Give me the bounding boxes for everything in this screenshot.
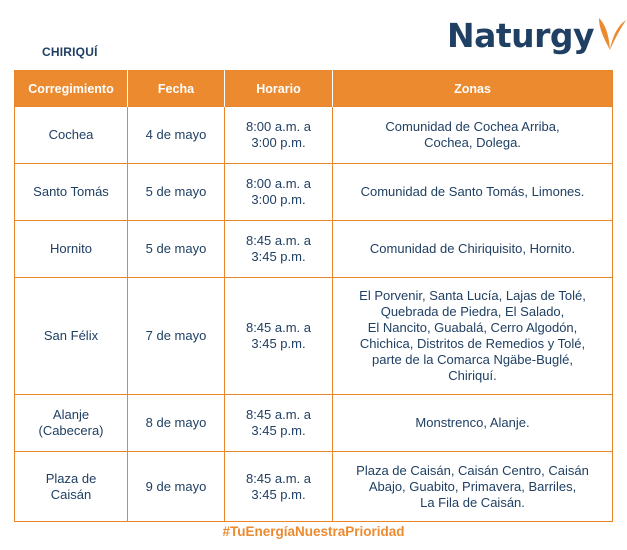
- logo-wordmark: Naturgy: [447, 16, 595, 55]
- cell-zonas-line: Plaza de Caisán, Caisán Centro, Caisán: [356, 462, 589, 478]
- table-row: [15, 278, 613, 395]
- butterfly-icon: [595, 16, 627, 57]
- table-row: [15, 395, 613, 452]
- cell-horario: [225, 221, 333, 278]
- table-row: [15, 221, 613, 278]
- cell-corregimiento-line: Hornito: [50, 241, 92, 256]
- cell-corregimiento-line: (Cabecera): [38, 423, 104, 438]
- cell-zonas: [333, 395, 613, 452]
- cell-zonas-line: El Nancito, Guabalá, Cerro Algodón,: [367, 320, 578, 335]
- cell-zonas: [333, 221, 613, 278]
- table-row: [15, 107, 613, 164]
- cell-zonas-line: Chichica, Distritos de Remedios y Tolé,: [359, 336, 586, 351]
- cell-corregimiento: [15, 452, 128, 522]
- cell-horario-line: 3:00 p.m.: [251, 192, 306, 207]
- cell-horario-line: 8:45 a.m. a: [245, 470, 312, 486]
- cell-zonas-line: Monstrenco, Alanje.: [415, 415, 530, 430]
- table-row: [15, 452, 613, 522]
- cell-zonas-line: Quebrada de Piedra, El Salado,: [380, 304, 565, 319]
- header-corregimiento: Corregimiento: [15, 71, 128, 107]
- cell-horario-line: 8:00 a.m. a: [245, 119, 312, 134]
- cell-corregimiento-line: Alanje: [52, 407, 90, 422]
- cell-corregimiento: [15, 278, 128, 395]
- table-header-row: [15, 71, 613, 107]
- schedule-table: [14, 70, 613, 522]
- naturgy-logo: [447, 14, 627, 58]
- cell-corregimiento: [15, 107, 128, 164]
- cell-horario-line: 8:45 a.m. a: [245, 233, 312, 248]
- cell-zonas: [333, 164, 613, 221]
- cell-zonas-line: Comunidad de Chiriquisito, Hornito.: [369, 241, 576, 256]
- cell-zonas: [333, 278, 613, 395]
- cell-zonas-line: Comunidad de Santo Tomás, Limones.: [360, 184, 585, 199]
- cell-zonas: [333, 107, 613, 164]
- header-horario: Horario: [225, 71, 333, 107]
- cell-horario-line: 8:45 a.m. a: [245, 320, 312, 335]
- cell-horario-line: 8:00 a.m. a: [245, 176, 312, 191]
- cell-zonas-line: Comunidad de Cochea Arriba,: [385, 119, 560, 134]
- cell-corregimiento-line: San Félix: [43, 328, 99, 343]
- cell-zonas-line: El Porvenir, Santa Lucía, Lajas de Tolé,: [359, 288, 586, 303]
- cell-horario: [225, 452, 333, 522]
- cell-horario-line: 3:45 p.m.: [251, 423, 306, 438]
- cell-zonas-line: parte de la Comarca Ngäbe-Buglé,: [372, 352, 573, 367]
- cell-fecha: 8 de mayo: [128, 395, 225, 452]
- cell-horario: [225, 278, 333, 395]
- cell-zonas-line: Abajo, Guabito, Primavera, Barriles,: [368, 478, 577, 494]
- cell-zonas: [333, 452, 613, 522]
- region-title: CHIRIQUÍ: [42, 45, 98, 59]
- hashtag-footer: #TuEnergíaNuestraPrioridad: [222, 524, 405, 539]
- cell-horario: [225, 107, 333, 164]
- cell-corregimiento: [15, 395, 128, 452]
- cell-fecha: 9 de mayo: [128, 452, 225, 522]
- cell-corregimiento-line: Caisán: [50, 486, 92, 502]
- cell-corregimiento-line: Plaza de: [45, 470, 97, 486]
- cell-horario-line: 3:45 p.m.: [251, 249, 306, 264]
- cell-corregimiento: [15, 221, 128, 278]
- table-body: [15, 107, 613, 522]
- cell-horario-line: 8:45 a.m. a: [245, 407, 312, 422]
- cell-fecha: 5 de mayo: [128, 164, 225, 221]
- cell-horario-line: 3:00 p.m.: [251, 135, 306, 150]
- schedule-table-container: [14, 70, 612, 520]
- cell-corregimiento-line: Santo Tomás: [33, 184, 109, 199]
- cell-corregimiento: [15, 164, 128, 221]
- cell-zonas-line: La Fila de Caisán.: [420, 494, 525, 510]
- cell-horario: [225, 395, 333, 452]
- header-fecha: Fecha: [128, 71, 225, 107]
- cell-horario-line: 3:45 p.m.: [251, 336, 306, 351]
- cell-fecha: 7 de mayo: [128, 278, 225, 395]
- table-row: [15, 164, 613, 221]
- cell-horario-line: 3:45 p.m.: [251, 486, 306, 502]
- cell-zonas-line: Chiriquí.: [448, 368, 497, 383]
- header-zonas: Zonas: [333, 71, 613, 107]
- cell-fecha: 4 de mayo: [128, 107, 225, 164]
- cell-corregimiento-line: Cochea: [48, 127, 94, 142]
- cell-horario: [225, 164, 333, 221]
- cell-fecha: 5 de mayo: [128, 221, 225, 278]
- cell-zonas-line: Cochea, Dolega.: [424, 135, 521, 150]
